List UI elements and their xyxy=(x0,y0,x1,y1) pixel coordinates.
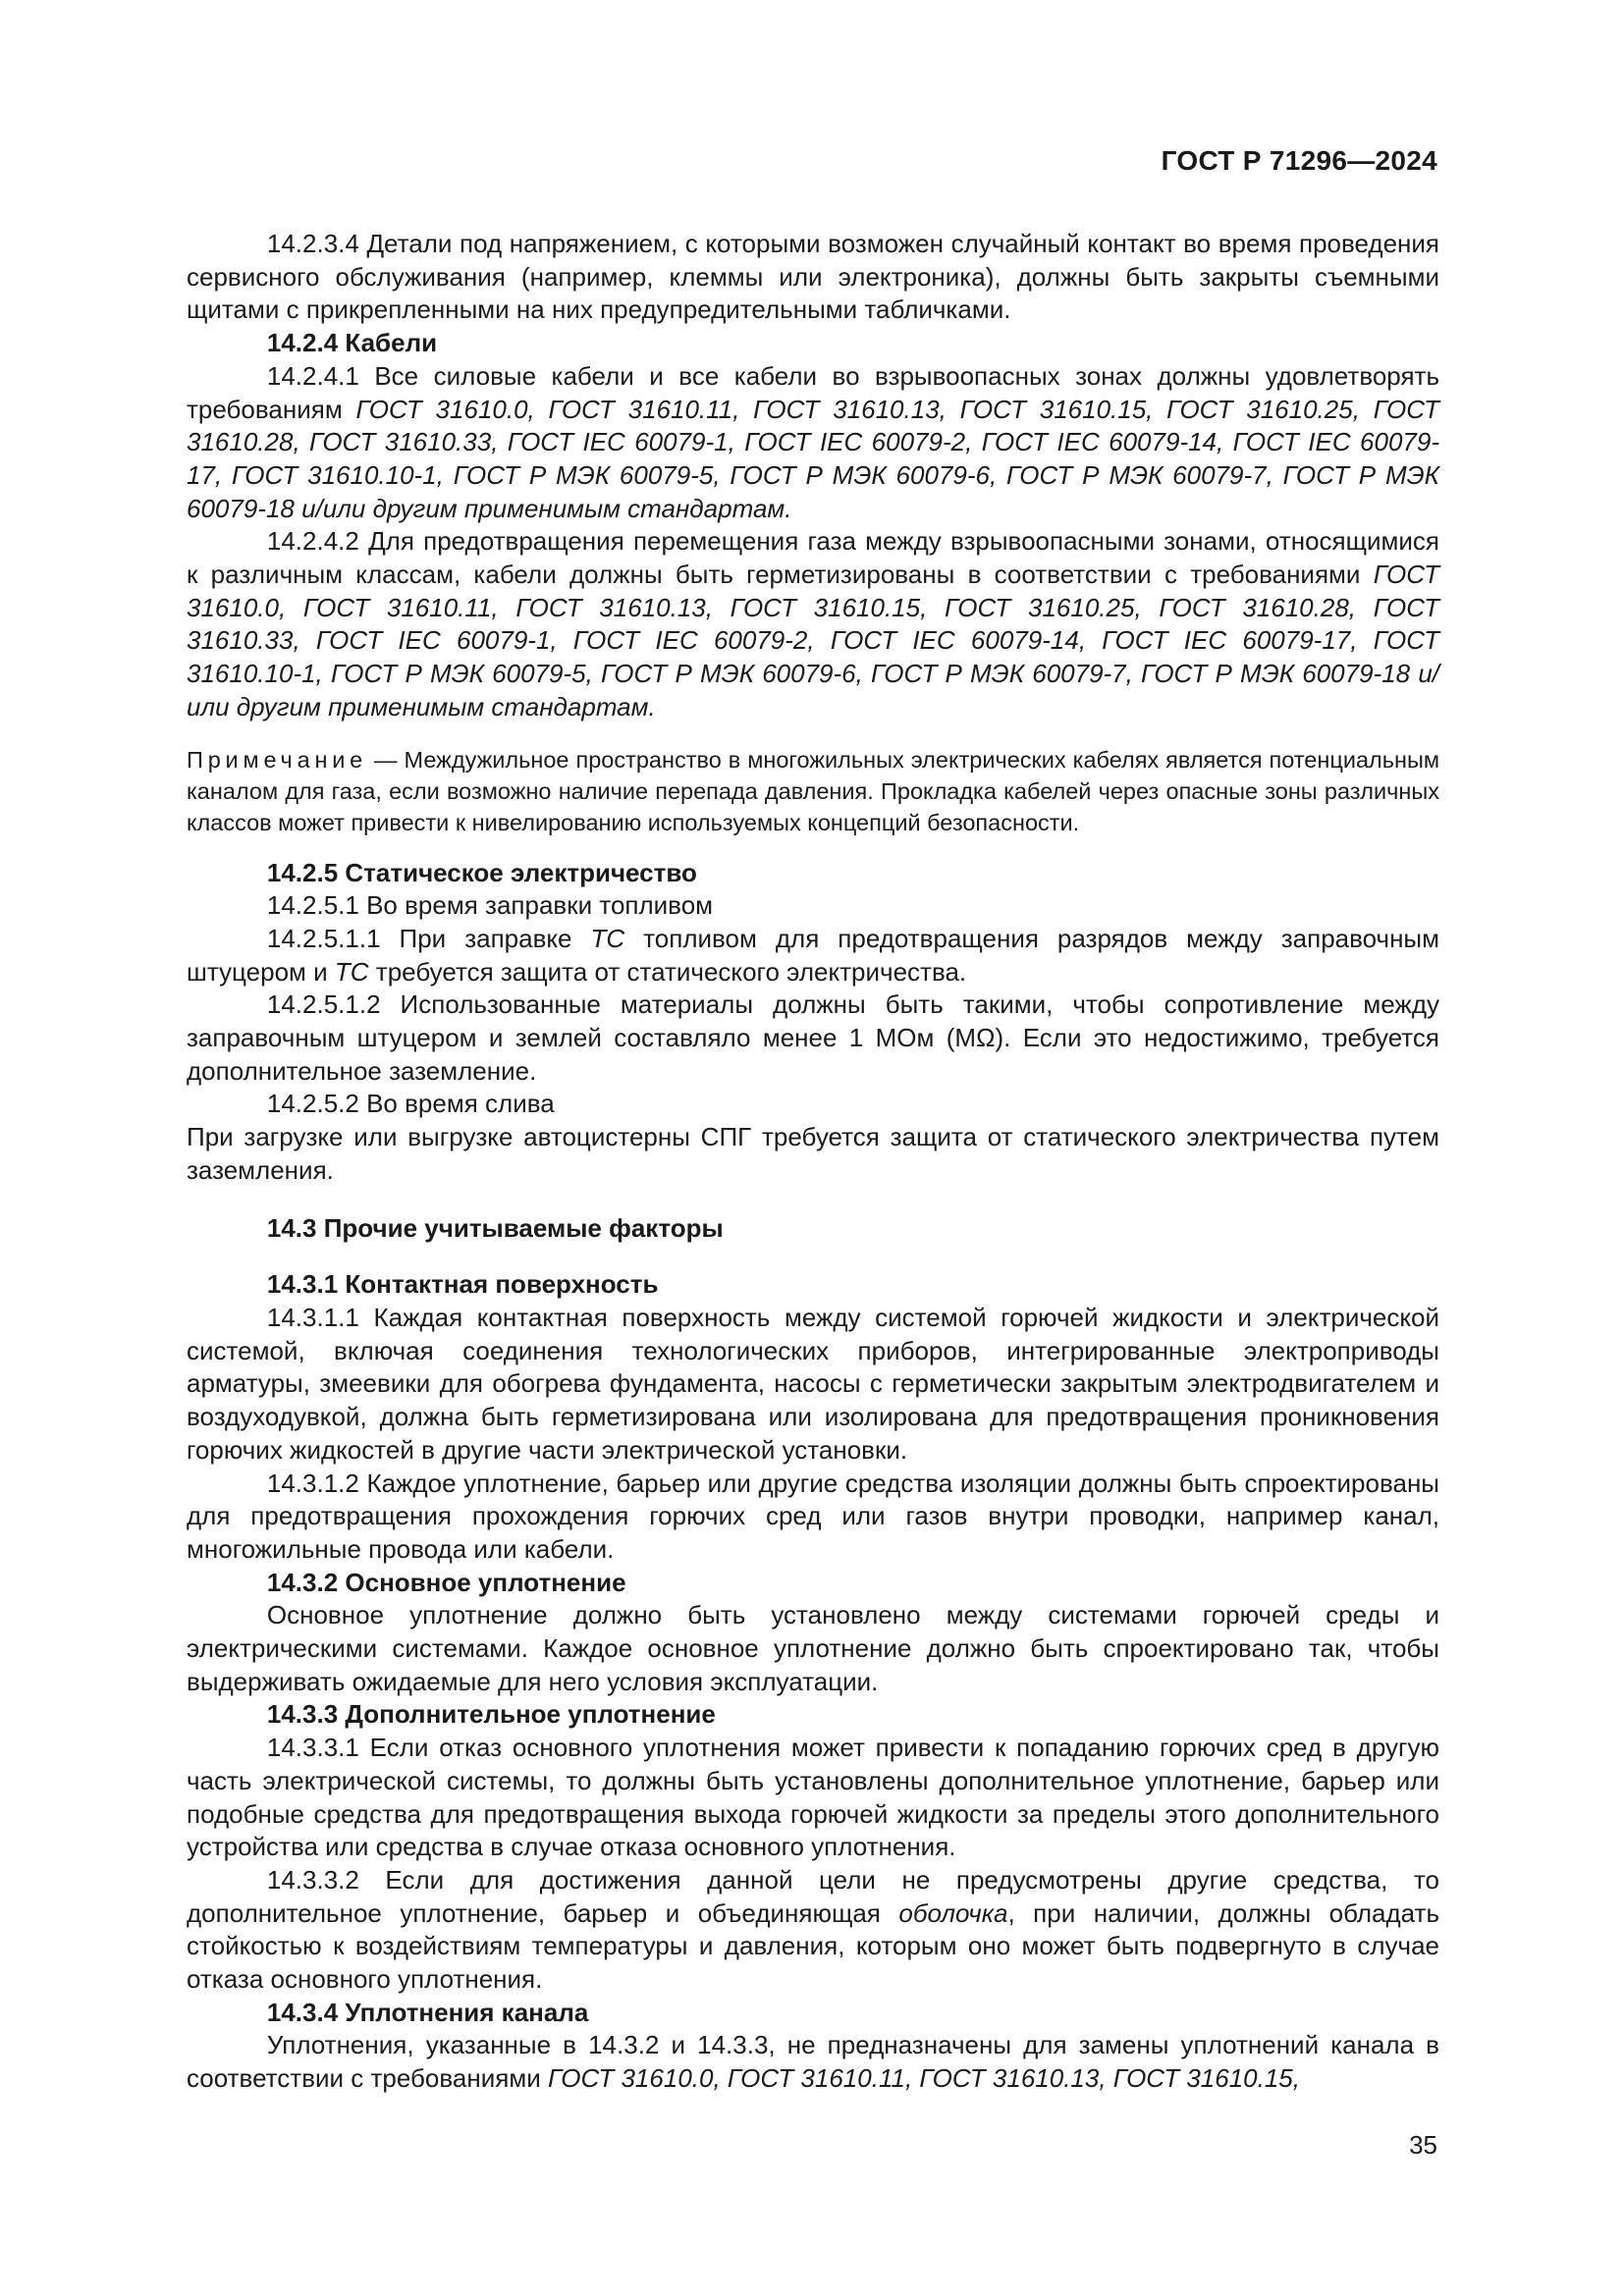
body-paragraph xyxy=(187,1088,1439,1121)
note-paragraph xyxy=(187,744,1439,838)
body-paragraph xyxy=(187,2029,1439,2095)
text-run: — Междужильное пространство в многожильных электрических кабелях является потенциальным каналом для газа, если возможно наличие перепада давления. Прокладка кабелей через опасные зоны различных классов может привести к нивелированию используемых концепций безопасности. xyxy=(187,746,1439,835)
section-heading xyxy=(187,1567,1439,1600)
text-run: топливом для предотвращения разрядов между заправочным штуцером и xyxy=(187,923,1439,987)
body-paragraph xyxy=(187,525,1439,723)
italic-reference: ТС xyxy=(334,956,369,987)
text-run: Основное уплотнение должно быть установлено между системами горючей среды и электрическими системами. Каждое основное уплотнение должно быть спроектировано так, чтобы выдерживать ожидаемые для него условия эксплуатации. xyxy=(187,1600,1439,1696)
italic-reference: ТС xyxy=(590,923,625,953)
text-run: требуется защита от статического электричества. xyxy=(368,956,967,987)
body-paragraph xyxy=(187,1864,1439,1997)
text-run: 14.2.5 Статическое электричество xyxy=(266,857,697,887)
section-heading xyxy=(187,1268,1439,1302)
italic-reference: ГОСТ 31610.0, ГОСТ 31610.11, ГОСТ 31610.13, ГОСТ 31610.15, ГОСТ 31610.25, ГОСТ 31610.28, ГОСТ 31610.33, ГОСТ IEC 60079-1, ГОСТ IEC 60079-2, ГОСТ IEC 60079-14, ГОСТ IEC 60079-17, ГОСТ 31610.10-1, ГОСТ Р МЭК 60079-5, ГОСТ Р МЭК 60079-6, ГОСТ Р МЭК 60079-7, ГОСТ Р МЭК 60079-18 и/или другим применимым стандартам. xyxy=(187,394,1439,523)
italic-reference: оболочка xyxy=(898,1897,1008,1928)
note-label: Примечание xyxy=(187,746,368,773)
page-header-title: ГОСТ Р 71296—2024 xyxy=(1161,145,1437,176)
body-paragraph xyxy=(187,1121,1439,1187)
body-paragraph xyxy=(187,923,1439,988)
text-run: 14.3.1.1 Каждая контактная поверхность между системой горючей жидкости и электрической системой, включая соединения технологических приборов, интегрированные электроприводы арматуры, змеевики для обогрева фундамента, насосы с герметически закрытым электродвигателем и воздуходувкой, должна быть герметизирована или изолирована для предотвращения проникновения горючих жидкостей в другие части электрической установки. xyxy=(187,1302,1439,1465)
text-run: 14.3 Прочие учитываемые факторы xyxy=(266,1212,724,1243)
text-run: При загрузке или выгрузке автоцистерны СПГ требуется защита от статического электричества путем заземления. xyxy=(187,1122,1439,1185)
text-run: 14.3.2 Основное уплотнение xyxy=(266,1567,626,1597)
text-run: 14.2.5.1 Во время заправки топливом xyxy=(266,890,714,921)
text-run: 14.2.5.2 Во время слива xyxy=(266,1089,555,1119)
text-run: 14.3.1 Контактная поверхность xyxy=(266,1269,659,1300)
body-paragraph xyxy=(187,228,1439,327)
text-run: 14.3.3.1 Если отказ основного уплотнения может привести к попаданию горючих сред в другую часть электрической системы, то должны быть установлены дополнительное уплотнение, барьер или подобные средства для предотвращения выхода горючей жидкости за пределы этого дополнительного устройства или средства в случае отказа основного уплотнения. xyxy=(187,1733,1439,1862)
text-run: 14.3.3.2 Если для достижения данной цели не предусмотрены другие средства, то дополнительное уплотнение, барьер и объединяющая xyxy=(187,1864,1439,1928)
document-body xyxy=(187,228,1439,2096)
italic-reference: ГОСТ 31610.0, ГОСТ 31610.11, ГОСТ 31610.13, ГОСТ 31610.15, ГОСТ 31610.25, ГОСТ 31610.28, ГОСТ 31610.33, ГОСТ IEC 60079-1, ГОСТ IEC 60079-2, ГОСТ IEC 60079-14, ГОСТ IEC 60079-17, ГОСТ 31610.10-1, ГОСТ Р МЭК 60079-5, ГОСТ Р МЭК 60079-6, ГОСТ Р МЭК 60079-7, ГОСТ Р МЭК 60079-18 и/или другим применимым стандартам. xyxy=(187,560,1439,721)
body-paragraph xyxy=(187,1468,1439,1567)
body-paragraph xyxy=(187,1599,1439,1698)
section-heading xyxy=(187,1212,1439,1246)
body-paragraph xyxy=(187,360,1439,526)
body-paragraph xyxy=(187,1732,1439,1864)
text-run: 14.3.1.2 Каждое уплотнение, барьер или другие средства изоляции должны быть спроектированы для предотвращения прохождения горючих сред или газов внутри проводки, например канал, многожильные провода или кабели. xyxy=(187,1468,1439,1564)
text-run: 14.2.5.1.2 Использованные материалы должны быть такими, чтобы сопротивление между заправочным штуцером и землей составляло менее 1 МОм (МΩ). Если это недостижимо, требуется дополнительное заземление. xyxy=(187,989,1439,1086)
section-heading xyxy=(187,857,1439,890)
section-heading xyxy=(187,1997,1439,2030)
text-run: 14.2.4.1 Все силовые кабели и все кабели во взрывоопасных зонах должны удовлетворять требованиям xyxy=(187,360,1439,424)
italic-reference: ГОСТ 31610.0, ГОСТ 31610.11, ГОСТ 31610.13, ГОСТ 31610.15, xyxy=(547,2063,1300,2094)
section-heading xyxy=(187,1698,1439,1732)
text-run: 14.2.5.1.1 При заправке xyxy=(266,923,591,953)
body-paragraph xyxy=(187,988,1439,1088)
body-paragraph xyxy=(187,889,1439,923)
page-number: 35 xyxy=(1409,2130,1437,2160)
text-run: 14.2.3.4 Детали под напряжением, с которыми возможен случайный контакт во время проведения сервисного обслуживания (например, клеммы или электроника), должны быть закрыты съемными щитами с прикрепленными на них предупредительными табличками. xyxy=(187,229,1439,325)
text-run: 14.2.4.2 Для предотвращения перемещения газа между взрывоопасными зонами, относящимися к различным классам, кабели должны быть герметизированы в соответствии с требованиями xyxy=(187,526,1439,590)
section-heading xyxy=(187,327,1439,360)
text-run: 14.3.4 Уплотнения канала xyxy=(266,1997,589,2027)
text-run: 14.2.4 Кабели xyxy=(266,328,438,358)
text-run: , при наличии, должны обладать стойкостью к воздействиям температуры и давления, которым оно может быть подвергнуто в случае отказа основного уплотнения. xyxy=(187,1897,1439,1995)
body-paragraph xyxy=(187,1302,1439,1468)
text-run: Уплотнения, указанные в 14.3.2 и 14.3.3, не предназначены для замены уплотнений канала в соответствии с требованиями xyxy=(187,2030,1439,2094)
text-run: 14.3.3 Дополнительное уплотнение xyxy=(266,1699,716,1730)
